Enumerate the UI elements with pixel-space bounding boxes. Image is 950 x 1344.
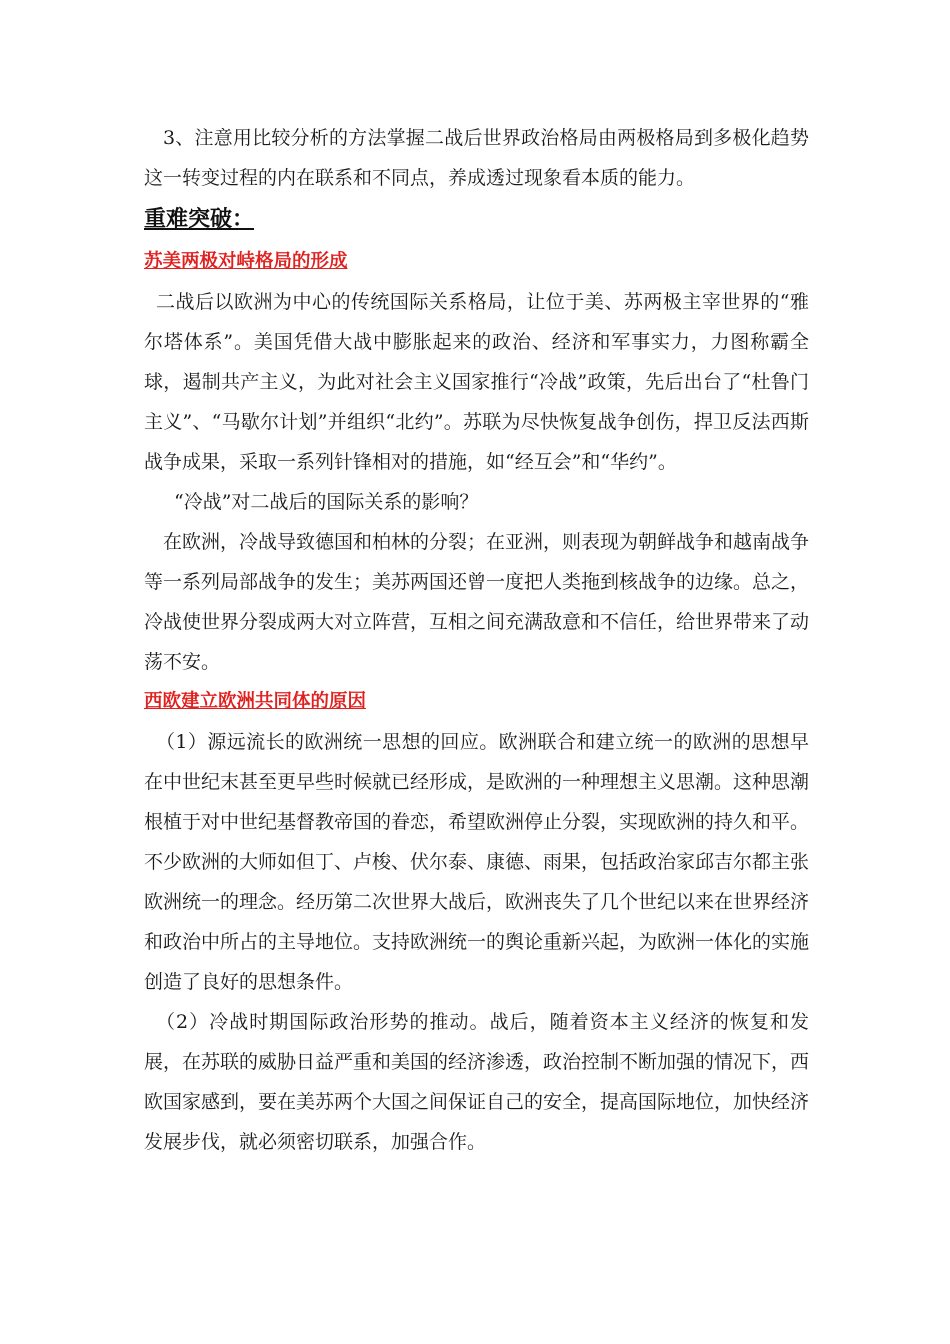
section2-point-1: （1）源远流长的欧洲统一思想的回应。欧洲联合和建立统一的欧洲的思想早在中世纪末甚至更早些时候就已经形成，是欧洲的一种理想主义思潮。这种思潮根植于对中世纪基督教帝国的眷恋，希望欧洲停止分裂，实现欧洲的持久和平。不少欧洲的大师如但丁、卢梭、伏尔泰、康德、雨果，包括政治家邱吉尔都主张欧洲统一的理念。经历第二次世界大战后，欧洲丧失了几个世纪以来在世界经济和政治中所占的主导地位。支持欧洲统一的舆论重新兴起，为欧洲一体化的实施创造了良好的思想条件。 [144, 731, 810, 993]
section-heading-ec: 西欧建立欧洲共同体的原因 [144, 691, 367, 712]
section1-paragraph: 二战后以欧洲为中心的传统国际关系格局，让位于美、苏两极主宰世界的“雅尔塔体系”。美国凭借大战中膨胀起来的政治、经济和军事实力，力图称霸全球，遏制共产主义，为此对社会主义国家推行“冷战”政策，先后出台了“杜鲁门主义”、“马歇尔计划”并组织“北约”。苏联为尽快恢复战争创伤，捍卫反法西斯战争成果，采取一系列针锋相对的措施，如“经互会”和“华约”。 [144, 291, 809, 473]
intro-paragraph: 3、注意用比较分析的方法掌握二战后世界政治格局由两极格局到多极化趋势这一转变过程的内在联系和不同点，养成透过现象看本质的能力。 [144, 127, 809, 189]
section1-answer: 在欧洲，冷战导致德国和柏林的分裂；在亚洲，则表现为朝鲜战争和越南战争等一系列局部战争的发生；美苏两国还曾一度把人类拖到核战争的边缘。总之，冷战使世界分裂成两大对立阵营，互相之间充满敌意和不信任，给世界带来了动荡不安。 [144, 531, 810, 673]
section1-question: “冷战”对二战后的国际关系的影响？ [174, 491, 479, 513]
section2-point-2: （2）冷战时期国际政治形势的推动。战后，随着资本主义经济的恢复和发展，在苏联的威胁日益严重和美国的经济渗透，政治控制不断加强的情况下，西欧国家感到，要在美苏两个大国之间保证自己的安全，提高国际地位，加快经济发展步伐，就必须密切联系，加强合作。 [144, 1011, 810, 1153]
section-heading-bipolar: 苏美两极对峙格局的形成 [144, 251, 348, 272]
main-heading: 重难突破： [144, 207, 255, 232]
document-body [144, 118, 809, 1162]
